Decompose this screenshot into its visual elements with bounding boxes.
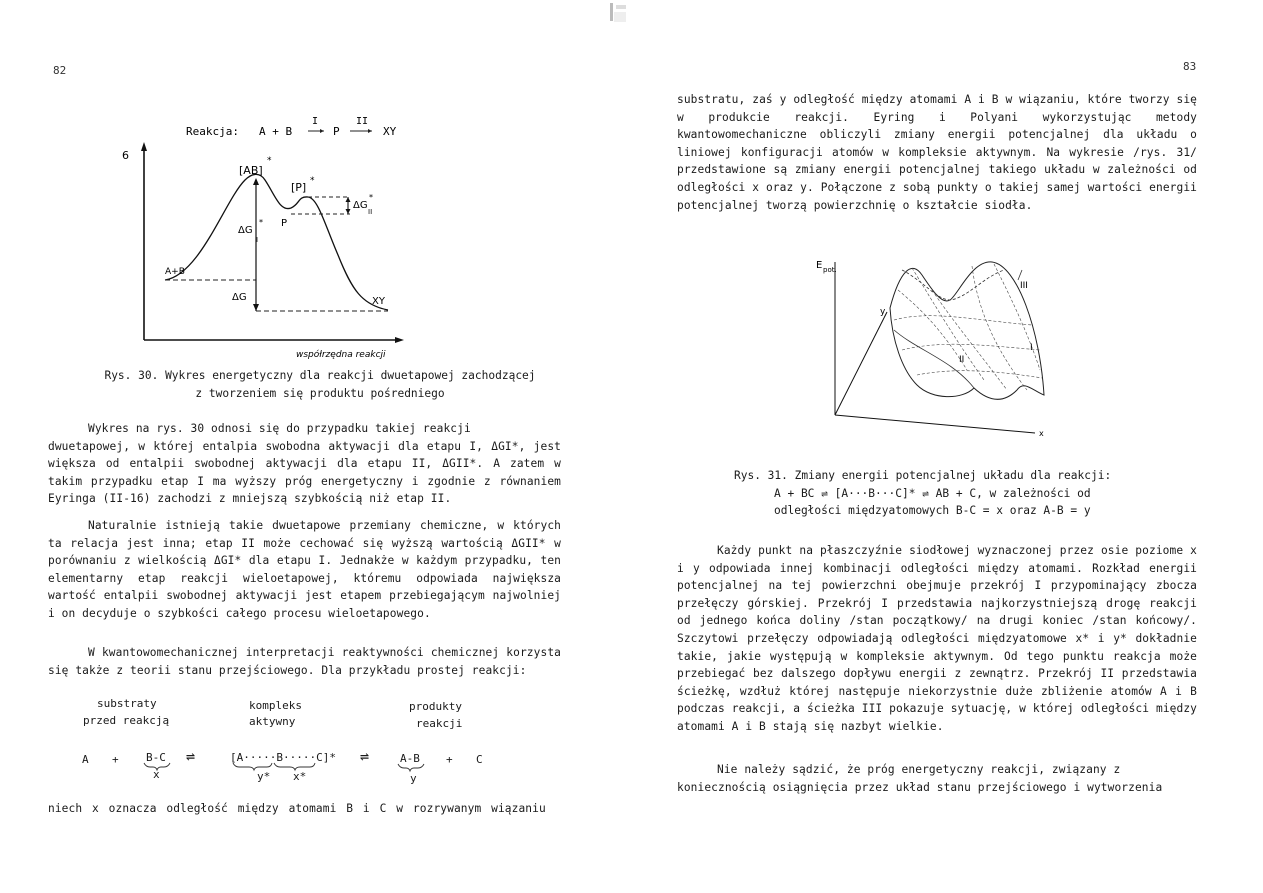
- path-iii-leader: [1018, 270, 1022, 280]
- e-pot-sub: pot.: [823, 266, 837, 274]
- scheme-ystar: y*: [257, 770, 271, 783]
- scheme-equilibrium-1: ⇌: [186, 747, 196, 765]
- left-paragraph-1-rest: dwuetapowej, w której entalpia swobodna aktywacji dla etapu I, ΔGI*, jest większa od entalpii swobodnej aktywacji dla etapu II, ΔGII*. A zatem w takim przypadku etap I ma wyższy próg energetyczny i zgodnie z równaniem Eyringa (II-16) zachodzi z mniejszą szybkością niż etap II.: [48, 439, 561, 506]
- x-axis-label-31: x: [1039, 429, 1044, 438]
- dg2-label: ΔG: [353, 200, 368, 211]
- left-paragraph-3-text: W kwantowomechanicznej interpretacji reaktywności chemicznej korzysta się także z teorii stanu przejściowego. Dla przykładu prostej reakcji:: [48, 646, 561, 677]
- products-label: XY: [372, 296, 385, 307]
- transition-state-1-star: *: [267, 156, 272, 166]
- reaction-reactants: A + B: [259, 125, 293, 138]
- figure-30-caption-line2: z tworzeniem się produktu pośredniego: [195, 386, 445, 400]
- y-axis-31: [835, 312, 887, 415]
- dg2-star: *: [369, 193, 373, 202]
- scheme-equilibrium-2: ⇌: [360, 747, 370, 765]
- dg1-star: *: [259, 218, 263, 227]
- scheme-ab: A-B: [400, 752, 420, 765]
- figure-31-caption: [722, 467, 1142, 520]
- reactants-label: A+B: [165, 267, 185, 277]
- section-label-ii: II: [959, 355, 965, 365]
- saddle-grid-4: [972, 266, 1027, 390]
- scheme-substrates-l1: substraty: [97, 697, 157, 710]
- right-paragraph-2: [677, 542, 1197, 736]
- transition-state-1-label: [AB]: [239, 164, 263, 177]
- scheme-xstar: x*: [293, 770, 307, 783]
- reaction-product: XY: [383, 125, 397, 138]
- transition-state-2-star: *: [310, 176, 315, 186]
- right-paragraph-3-line1: Nie należy sądzić, że próg energetyczny reakcji, związany z: [717, 763, 1121, 776]
- brace-x: [144, 763, 170, 770]
- reaction-prefix: Reakcja:: [186, 125, 239, 138]
- scheme-substrates-l2: przed reakcją: [83, 714, 170, 727]
- scheme-c: C: [476, 753, 483, 766]
- scheme-complex-l2: aktywny: [249, 715, 296, 728]
- scheme-plus-2: +: [446, 753, 453, 766]
- y-axis-tick: 6: [122, 149, 129, 162]
- scheme-bc: B-C: [146, 751, 166, 764]
- scheme-x: x: [153, 768, 160, 781]
- saddle-grid-1: [898, 290, 967, 370]
- saddle-grid-3: [932, 290, 1007, 390]
- scheme-products-l2: reakcji: [416, 717, 463, 730]
- section-label-iii: III: [1020, 281, 1028, 291]
- right-paragraph-3-line2: koniecznością osiągnięcia przez układ stanu przejściowego i wytworzenia: [677, 780, 1163, 794]
- dg1-label: ΔG: [238, 225, 253, 236]
- left-last-line: niech x oznacza odległość między atomami B i C w rozrywanym wiązaniu: [48, 802, 546, 815]
- scheme-complex-l1: kompleks: [249, 699, 302, 712]
- scheme-plus-1: +: [112, 753, 119, 766]
- right-paragraph-1: substratu, zaś y odległość między atomami A i B w wiązaniu, które tworzy się w produkcie reakcji. Eyring i Polyani wykorzystując metody kwantowomechaniczne obliczyli zmiany energii potencjalnej dla układu o liniowej konfiguracji atomów w kompleksie aktywnym. Na wykresie /rys. 31/ przedstawione są zmiany energii potencjalnej takiego układu w zależności od odległości x oraz y. Połączone z sobą punkty o takiej samej wartości energii potencjalnej tworzą powierzchnię o kształcie siodła.: [677, 93, 1197, 212]
- brace-xstar: [274, 763, 315, 770]
- dg2-sub: II: [368, 208, 373, 216]
- figure-31-caption-line2: A + BC ⇌ [A···B···C]* ⇌ AB + C, w zależności od: [774, 486, 1091, 500]
- page-number-left: 82: [53, 64, 67, 77]
- intermediate-label: P: [281, 218, 288, 229]
- transition-state-2-label: [P]: [291, 181, 307, 194]
- scheme-a: A: [82, 753, 89, 766]
- right-page: [632, 0, 1263, 893]
- x-axis-31: [835, 415, 1035, 433]
- saddle-grid-6: [894, 316, 1032, 325]
- figure-31-caption-line1: Rys. 31. Zmiany energii potencjalnej układu dla reakcji:: [734, 469, 1112, 482]
- saddle-grid-2: [912, 268, 984, 380]
- dg-label: ΔG: [232, 292, 247, 303]
- arrow-label-ii: II: [356, 116, 369, 127]
- brace-ystar: [233, 763, 272, 770]
- saddle-grid-8: [917, 371, 1042, 378]
- right-paragraph-3: [677, 761, 1197, 796]
- saddle-ridge-back: [902, 270, 1004, 300]
- saddle-grid-5: [994, 264, 1040, 370]
- figure-31-caption-line3: odległości międzyatomowych B-C = x oraz A-B = y: [774, 504, 1091, 517]
- scheme-products-l1: produkty: [409, 700, 462, 713]
- scheme-complex: [A·····B·····C]*: [230, 751, 336, 764]
- right-paragraph-2-text: Każdy punkt na płaszczyźnie siodłowej wyznaczonej przez osie poziome x i y odpowiada innej kombinacji odległości między atomami. Rozkład energii potencjalnej na tej powierzchni obejmuje przekrój I przypominający zbocza przełęczy górskiej. Przekrój I przedstawia najkorzystniejszą drogę reakcji od jednego końca doliny /stan początkowy/ na drugi koniec /stan końcowy/. Szczytowi przełęczy odpowiadają odległości międzyatomowe x* i y* dokładnie takie, jakie występują w kompleksie aktywnym. Od tego punktu reakcja może przebiegać bez dalszego dopływu energii z zewnątrz. Przekrój II przedstawia ścieżkę, wzdłuż której następuje niekorzystnie duże zbliżenie atomów A i B podczas reakcji, a ścieżka III pokazuje sytuację, w której odległości między atomami A i B stają się nazbyt wielkie.: [677, 544, 1197, 733]
- figure-30-caption-line1: Rys. 30. Wykres energetyczny dla reakcji dwuetapowej zachodzącej: [104, 369, 536, 382]
- page-number-right: 83: [1183, 60, 1197, 73]
- section-label-i: I: [1030, 343, 1033, 353]
- figure-31-saddle-surface: [632, 250, 1263, 450]
- reaction-intermediate: P: [333, 125, 340, 138]
- dg1-sub: I: [256, 236, 259, 244]
- arrow-label-i: I: [312, 116, 319, 127]
- scheme-y: y: [410, 772, 417, 785]
- left-paragraph-1-line1: Wykres na rys. 30 odnosi się do przypadku takiej reakcji: [88, 422, 471, 435]
- e-pot-label: E: [816, 260, 823, 271]
- y-axis-label-31: y: [880, 307, 886, 317]
- brace-y: [398, 764, 424, 771]
- x-axis-label: współrzędna reakcji: [296, 350, 386, 360]
- left-paragraph-2-text: Naturalnie istnieją takie dwuetapowe przemiany chemiczne, w których ta relacja jest inna; etap II może cechować się wyższą wartością ΔGII* w porównaniu z wielkością ΔGI* dla etapu I. Jednakże w każdym przypadku, ten elementarny etap reakcji wieloetapowej, któremu odpowiada największa wartość entalpii swobodnej aktywacji jest etapem przebiegającym najwolniej i on decyduje o szybkości całego procesu wieloetapowego.: [48, 519, 561, 620]
